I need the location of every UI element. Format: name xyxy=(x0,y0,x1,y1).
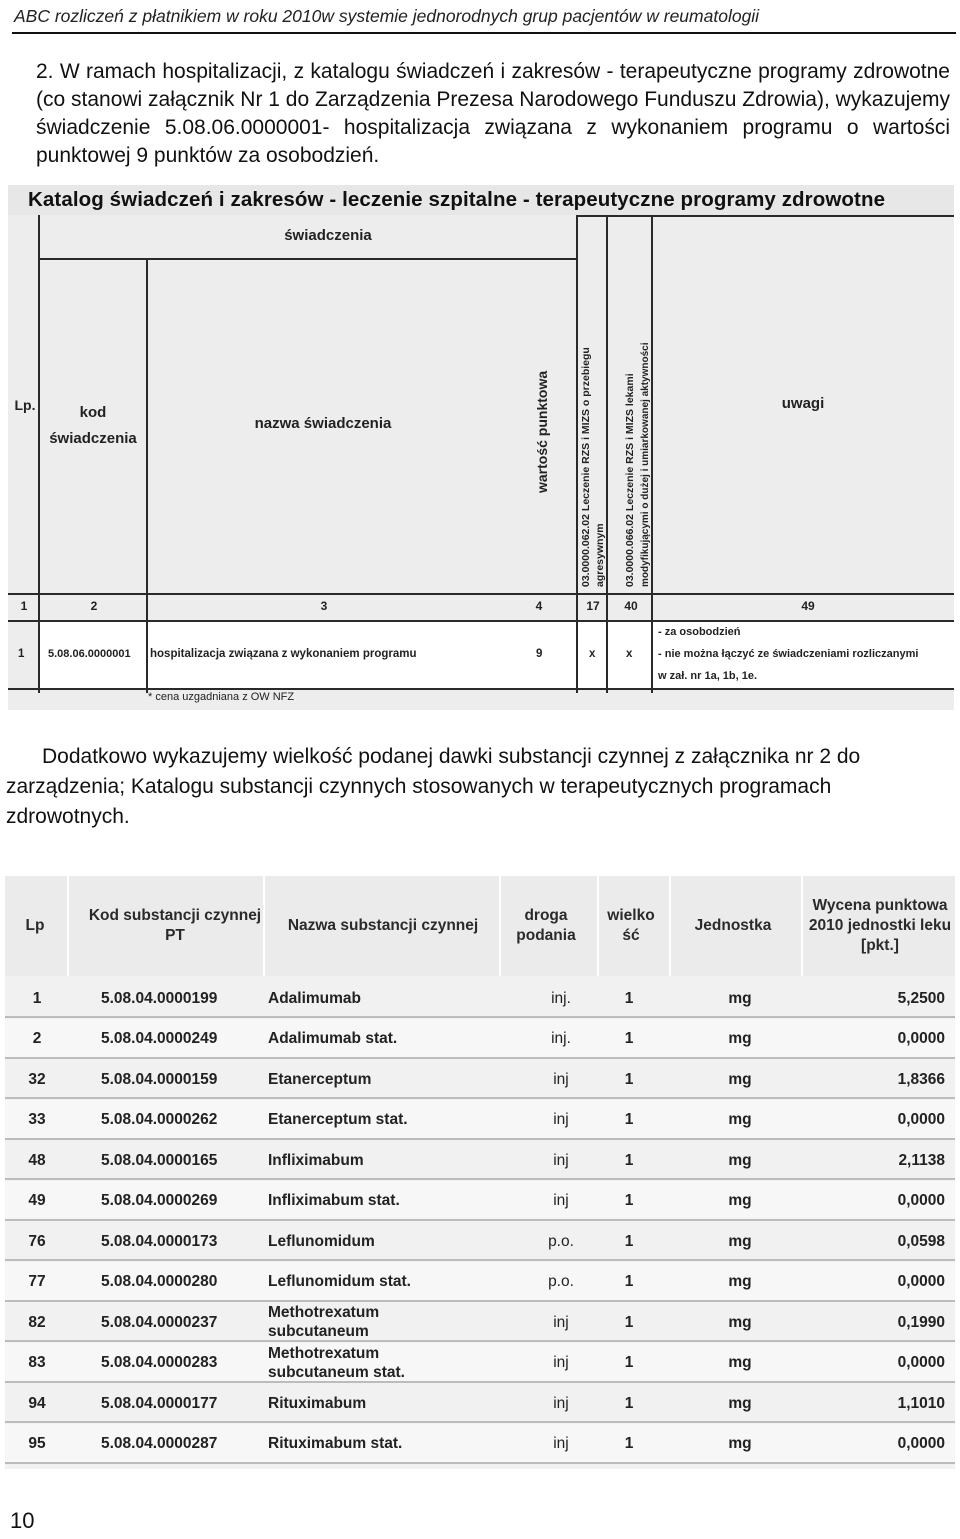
cell-lp: 48 xyxy=(28,1151,46,1169)
cell-jednostka: mg xyxy=(728,1232,752,1250)
catalog-header-uwagi: uwagi xyxy=(781,395,825,412)
middle-paragraph-text: Dodatkowo wykazujemy wielkość podanej dawki substancji czynnej z załącznika nr 2 do zarządzenia; Katalogu substancji czynnych stosowanych w terapeutycznych programach zdrowotnych. xyxy=(6,745,861,828)
table-row xyxy=(5,1181,955,1221)
cell-kod: 5.08.04.0000280 xyxy=(101,1273,218,1290)
catalog-header-col17-line2: agresywnym xyxy=(594,523,606,587)
table-row xyxy=(5,1059,955,1099)
cell-jednostka: mg xyxy=(728,1273,752,1290)
cell-nazwa: Adalimumab stat. xyxy=(268,1030,398,1047)
cell-droga: inj. xyxy=(551,1030,571,1047)
cell-wycena: 0,0000 xyxy=(897,1111,945,1128)
header-wycena: Wycena punktowa 2010 jednostki leku [pkt.] xyxy=(808,897,952,954)
table-row xyxy=(5,1019,955,1059)
cell-kod: 5.08.04.0000283 xyxy=(101,1354,218,1371)
cell-wycena: 0,0598 xyxy=(897,1232,945,1250)
table-row xyxy=(5,1221,955,1261)
catalog-row-nazwa: hospitalizacja związana z wykonaniem programu xyxy=(150,648,417,660)
cell-droga: inj xyxy=(553,1111,569,1128)
grid-line xyxy=(8,593,954,595)
cell-kod: 5.08.04.0000249 xyxy=(101,1030,218,1047)
catalog-row-uwagi-line1: - za osobodzień xyxy=(658,626,741,638)
cell-kod: 5.08.04.0000269 xyxy=(101,1192,218,1209)
cell-wielkosc: 1 xyxy=(624,1070,634,1088)
cell-wielkosc: 1 xyxy=(624,1273,634,1290)
cell-nazwa: Infliximabum xyxy=(268,1151,364,1169)
cell-jednostka: mg xyxy=(728,1111,752,1128)
cell-jednostka: mg xyxy=(728,1070,752,1088)
cell-droga: inj xyxy=(553,1435,569,1452)
cell-wycena: 5,2500 xyxy=(897,989,945,1007)
cell-kod: 5.08.04.0000262 xyxy=(101,1111,218,1128)
substances-table xyxy=(5,876,955,1469)
catalog-title: Katalog świadczeń i zakresów - leczenie szpitalne - terapeutyczne programy zdrowotne xyxy=(28,188,886,211)
cell-lp: 32 xyxy=(28,1070,46,1088)
table-row xyxy=(5,1140,955,1180)
catalog-colnum: 4 xyxy=(535,599,543,613)
cell-wielkosc: 1 xyxy=(624,1313,634,1331)
intro-paragraph: 2. W ramach hospitalizacji, z katalogu świadczeń i zakresów - terapeutyczne programy zdrowotne (co stanowi załącznik Nr 1 do Zarządzenia Prezesa Narodowego Funduszu Zdrowia), wykazujemy świadczenie 5.08.06.0000001- hospitalizacja związana z wykonaniem programu o wartości punktowej 9 punktów za osobodzień. xyxy=(36,60,950,167)
cell-wielkosc: 1 xyxy=(624,1030,634,1047)
grid-line xyxy=(8,688,954,690)
cell-droga: p.o. xyxy=(548,1273,574,1290)
cell-kod: 5.08.04.0000199 xyxy=(101,989,218,1007)
header-separator xyxy=(67,876,69,976)
header-separator xyxy=(597,876,599,976)
cell-nazwa: Leflunomidum stat. xyxy=(268,1273,411,1290)
catalog-header-col17-line1: 03.0000.062.02 Leczenie RZS i MIZS o przebiegu xyxy=(580,347,592,587)
cell-droga: inj xyxy=(553,1313,569,1331)
cell-jednostka: mg xyxy=(728,1151,752,1169)
middle-paragraph xyxy=(6,742,956,834)
cell-nazwa: Etanerceptum stat. xyxy=(268,1111,408,1128)
cell-kod: 5.08.04.0000173 xyxy=(101,1232,218,1250)
cell-lp: 1 xyxy=(32,989,42,1007)
cell-jednostka: mg xyxy=(728,1394,752,1412)
cell-nazwa: Methotrexatum subcutaneum xyxy=(268,1304,380,1340)
cell-droga: inj xyxy=(553,1354,569,1371)
cell-droga: inj xyxy=(553,1394,569,1412)
catalog-row-uwagi-line3: w zał. nr 1a, 1b, 1e. xyxy=(658,670,758,682)
cell-droga: inj xyxy=(553,1151,569,1169)
cell-wielkosc: 1 xyxy=(624,1192,634,1209)
cell-jednostka: mg xyxy=(728,1030,752,1047)
cell-nazwa: Leflunomidum xyxy=(268,1232,375,1250)
row-separator xyxy=(5,1462,955,1464)
header-wielkosc: wielko ść xyxy=(607,907,655,944)
cell-droga: inj xyxy=(553,1070,569,1088)
catalog-row-uwagi-line2: - nie można łączyć ze świadczeniami rozliczanymi xyxy=(658,648,919,660)
header-nazwa: Nazwa substancji czynnej xyxy=(287,917,479,934)
cell-wycena: 0,0000 xyxy=(897,1435,945,1452)
catalog-colnum: 2 xyxy=(90,599,98,613)
cell-wielkosc: 1 xyxy=(624,1232,634,1250)
cell-jednostka: mg xyxy=(728,1354,752,1371)
catalog-colnum: 1 xyxy=(20,599,28,613)
cell-lp: 83 xyxy=(28,1354,46,1371)
cell-kod: 5.08.04.0000177 xyxy=(101,1394,218,1412)
cell-kod: 5.08.04.0000287 xyxy=(101,1435,218,1452)
header-lp: Lp xyxy=(25,917,45,934)
cell-wielkosc: 1 xyxy=(624,1111,634,1128)
header-separator xyxy=(263,876,265,976)
cell-nazwa: Etanerceptum xyxy=(268,1070,372,1088)
catalog-header-lp: Lp. xyxy=(14,397,36,413)
table-row xyxy=(5,978,955,1018)
cell-nazwa: Methotrexatum subcutaneum stat. xyxy=(268,1344,405,1381)
cell-wycena: 1,1010 xyxy=(897,1394,945,1412)
cell-lp: 76 xyxy=(28,1232,46,1250)
table-row xyxy=(5,1343,955,1383)
cell-jednostka: mg xyxy=(728,1313,752,1331)
catalog-colnum: 3 xyxy=(320,599,328,613)
cell-droga: inj xyxy=(553,1192,569,1209)
cell-wielkosc: 1 xyxy=(624,989,634,1007)
cell-jednostka: mg xyxy=(728,1192,752,1209)
cell-wycena: 0,0000 xyxy=(897,1192,945,1209)
cell-nazwa: Infliximabum stat. xyxy=(268,1192,400,1209)
cell-wycena: 0,0000 xyxy=(897,1273,945,1290)
cell-kod: 5.08.04.0000237 xyxy=(101,1313,218,1331)
cell-wielkosc: 1 xyxy=(624,1435,634,1452)
table-row xyxy=(5,1262,955,1302)
cell-nazwa: Adalimumab xyxy=(268,989,362,1007)
cell-lp: 77 xyxy=(28,1273,46,1290)
cell-wycena: 0,0000 xyxy=(897,1030,945,1047)
table-row xyxy=(5,1424,955,1464)
catalog-colnum: 17 xyxy=(586,599,600,613)
grid-line xyxy=(38,258,576,260)
catalog-colnum: 40 xyxy=(624,599,638,613)
table-row xyxy=(5,1383,955,1423)
header-separator xyxy=(669,876,671,976)
header-droga: droga podania xyxy=(516,907,576,944)
cell-kod: 5.08.04.0000159 xyxy=(101,1070,218,1088)
header-separator xyxy=(801,876,803,976)
cell-lp: 49 xyxy=(28,1192,46,1209)
grid-line xyxy=(146,258,148,693)
cell-wycena: 1,8366 xyxy=(897,1070,945,1088)
catalog-header-nazwa: nazwa świadczenia xyxy=(254,415,392,432)
cell-jednostka: mg xyxy=(728,1435,752,1452)
catalog-header-col40-line1: 03.0000.066.02 Leczenie RZS i MIZS lekami xyxy=(624,373,636,587)
catalog-colnum: 49 xyxy=(801,599,815,613)
cell-wycena: 2,1138 xyxy=(898,1151,945,1169)
catalog-row-kod: 5.08.06.0000001 xyxy=(48,648,131,660)
cell-wycena: 0,1990 xyxy=(897,1313,945,1331)
cell-droga: inj. xyxy=(551,989,571,1007)
catalog-header-wartosc: wartość punktowa xyxy=(534,370,550,493)
cell-nazwa: Rituximabum stat. xyxy=(268,1435,403,1452)
cell-wielkosc: 1 xyxy=(624,1151,634,1169)
cell-nazwa: Rituximabum xyxy=(268,1394,367,1412)
page-number: 10 xyxy=(10,1508,35,1533)
cell-wielkosc: 1 xyxy=(624,1354,634,1371)
cell-wycena: 0,0000 xyxy=(897,1354,945,1371)
header-jednostka: Jednostka xyxy=(694,917,772,934)
running-header: ABC rozliczeń z płatnikiem w roku 2010w systemie jednorodnych grup pacjentów w reumatologii xyxy=(14,6,760,26)
catalog-row-lp: 1 xyxy=(18,648,25,660)
catalog-header-kod: kod świadczenia xyxy=(49,404,137,447)
catalog-row-wartosc: 9 xyxy=(536,648,543,660)
table-row xyxy=(5,1302,955,1342)
catalog-table xyxy=(8,185,954,710)
cell-wielkosc: 1 xyxy=(624,1394,634,1412)
cell-droga: p.o. xyxy=(548,1232,574,1250)
cell-lp: 82 xyxy=(28,1313,46,1331)
cell-lp: 33 xyxy=(28,1111,46,1128)
header-kod: Kod substancji czynnej PT xyxy=(88,907,262,944)
cell-lp: 94 xyxy=(28,1394,46,1412)
substances-header-row xyxy=(5,876,955,976)
cell-kod: 5.08.04.0000165 xyxy=(101,1151,218,1169)
cell-jednostka: mg xyxy=(728,989,752,1007)
catalog-footnote: * cena uzgadniana z OW NFZ xyxy=(148,691,295,703)
cell-lp: 2 xyxy=(32,1030,42,1047)
header-rule xyxy=(12,32,956,34)
catalog-group-header: świadczenia xyxy=(284,227,372,244)
catalog-row-col40: x xyxy=(626,648,633,660)
cell-lp: 95 xyxy=(28,1435,46,1452)
table-row xyxy=(5,1100,955,1140)
grid-line xyxy=(8,620,954,622)
grid-line xyxy=(576,215,954,217)
catalog-row-col17: x xyxy=(589,648,596,660)
header-separator xyxy=(499,876,501,976)
catalog-header-col40-line2: modyfikującymi o dużej i umiarkowanej aktywności xyxy=(640,342,651,587)
